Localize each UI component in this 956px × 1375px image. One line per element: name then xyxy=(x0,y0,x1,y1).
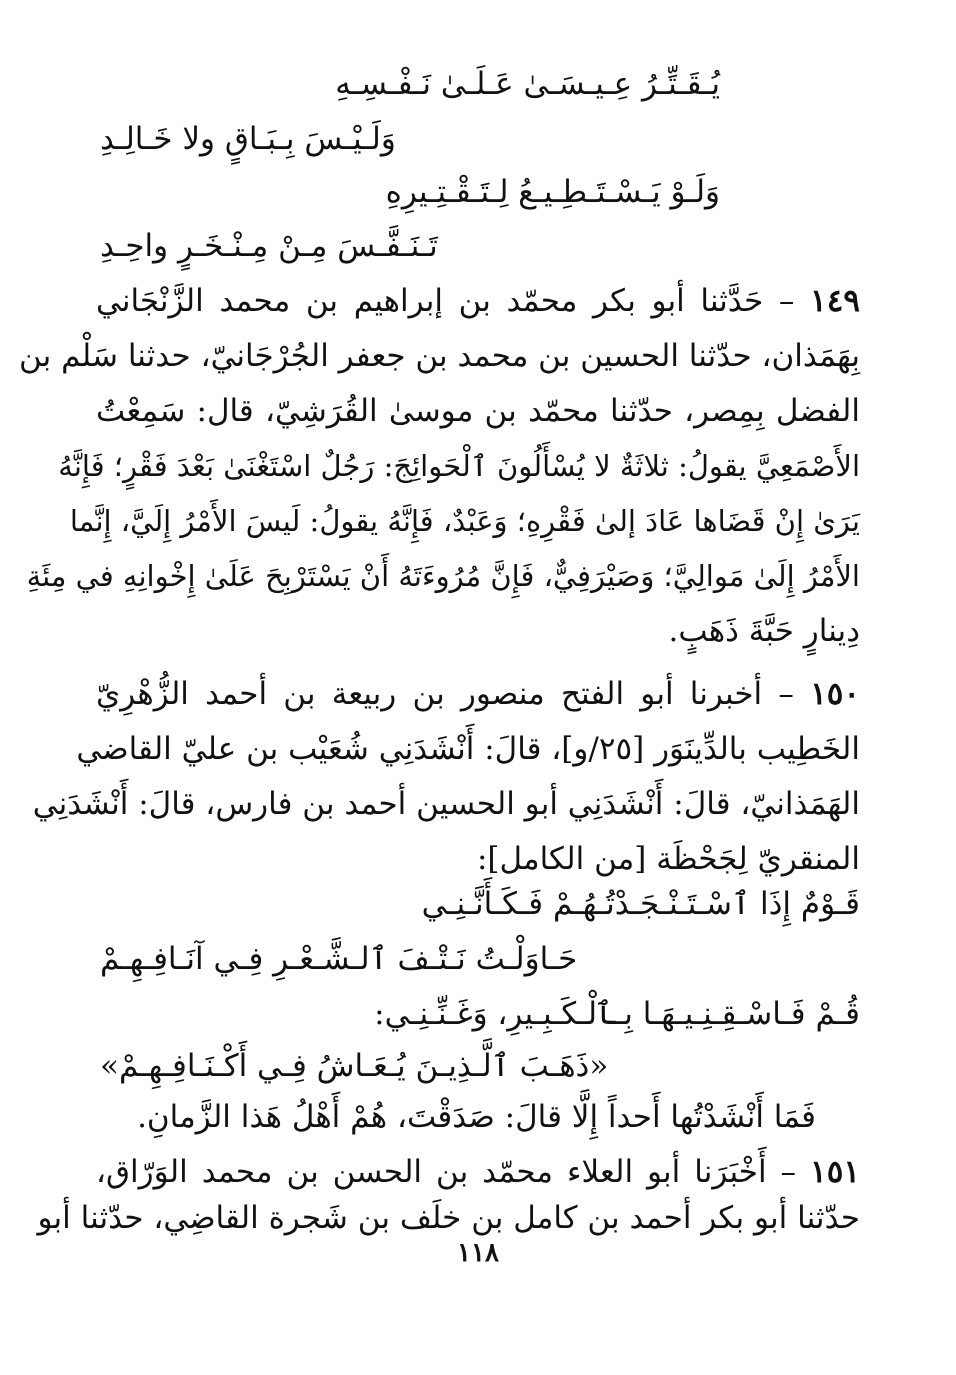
entry-149-line-7: دِينارٍ حَبَّةَ ذَهَبٍ. xyxy=(668,613,860,649)
poem-2-hemistich-1: قَـوْمٌ إِذَا ٱسْـتَـنْـجَـدْتُـهُـمْ فَـكَـأَنَّـنِـي xyxy=(421,886,860,922)
poem-2-hemistich-2: حَـاوَلْـتُ نَـتْـفَ ٱلـشَّـعْـرِ فِـي آنَـافِـهِـمْ xyxy=(100,941,578,977)
poem-1-hemistich-3: وَلَـوْ يَـسْـتَـطِـيـعُ لِـتَـقْـتِـيرِهِ xyxy=(385,174,720,210)
entry-150-line-2: الخَطِيب بالدِّينَوَر [٢٥/و]، قالَ: أَنْشَدَنِي شُعَيْب بن عليّ القاضي xyxy=(76,731,860,767)
poem-2-hemistich-4: «ذَهَـبَ ٱلَّـذِيـنَ يُـعَـاشُ فِـي أَكْـنَـافِـهِـمْ» xyxy=(100,1048,609,1084)
entry-151-text: – أَخْبَرَنا أبو العلاء محمّد بن الحسن بن محمد الوَرّاق، xyxy=(96,1154,797,1190)
entry-149-line-1 xyxy=(96,279,860,323)
entry-150-line-3: الهَمَذانيّ، قالَ: أَنْشَدَنِي أبو الحسين أحمد بن فارس، قالَ: أَنْشَدَنِي xyxy=(32,786,860,822)
entry-149-text: – حَدَّثنا أبو بكر محمّد بن إبراهيم بن محمد الزَّنْجَاني xyxy=(96,283,795,319)
entry-151-line-2: حدّثنا أبو بكر أحمد بن كامل بن خلَف بن شَجرة القاضِي، حدّثنا أبو xyxy=(37,1200,860,1236)
entry-149-line-5: يَرَىٰ إِنْ قَضَاها عَادَ إلىٰ فَقْرِهِ؛ وَعَبْدٌ، فَإِنَّهُ يقولُ: لَيسَ الأَمْرُ إِلَيَّ، إِنَّما xyxy=(69,504,860,538)
post-poem-text: فَمَا أَنْشَدْتُها أَحداً إِلَّا قالَ: صَدَقْتَ، هُمْ أَهْلُ هَذا الزَّمانِ. xyxy=(137,1099,816,1135)
entry-150-text: – أخبرنا أبو الفتح منصور بن ربيعة بن أحمد الزُّهْرِيّ xyxy=(96,676,794,712)
entry-150-line-4: المنقريّ لِجَحْظَة [من الكامل]: xyxy=(476,841,860,877)
entry-151-number: ١٥١ xyxy=(810,1154,860,1190)
entry-150-line-1 xyxy=(96,672,860,716)
entry-149-number: ١٤٩ xyxy=(810,283,860,319)
entry-151-line-1 xyxy=(96,1150,860,1194)
poem-1-hemistich-2: وَلَـيْـسَ بِـبَـاقٍ ولا خَـالِـدِ xyxy=(100,121,396,157)
entry-150-number: ١٥٠ xyxy=(810,676,861,712)
entry-149-line-2: بِهَمَذان، حدّثنا الحسين بن محمد بن جعفر الجُرْجَانيّ، حدثنا سَلْم بن xyxy=(19,338,860,374)
poem-1-hemistich-4: تَـنَـفَّـسَ مِـنْ مِـنْـخَـرٍ واحِـدِ xyxy=(100,228,438,264)
entry-149-line-6: الأَمْرُ إِلَىٰ مَوالِيَّ؛ وَصَيْرَفِيٌّ، فَإِنَّ مُرُوءَتَهُ أَنْ يَسْتَرْبِحَ عَلَىٰ إِخْوانِهِ في مِئَةِ xyxy=(26,559,860,593)
poem-1-hemistich-1: يُـقَـتِّـرُ عِـيـسَـىٰ عَـلَـىٰ نَـفْـسِـهِ xyxy=(335,66,720,102)
entry-149-line-3: الفضل بِمِصر، حدّثنا محمّد بن موسىٰ القُرَشِيّ، قال: سَمِعْتُ xyxy=(96,393,860,429)
poem-2-hemistich-3: قُـمْ فَـاسْـقِـنِـيـهَـا بِـٱلْـكَـبِـيرِ، وَغَـنِّـنِـي: xyxy=(374,996,860,1032)
page-number: ١١٨ xyxy=(457,1238,499,1268)
entry-149-line-4: الأَصْمَعِيَّ يقولُ: ثلاثَةٌ لا يُسْأَلُونَ ٱلْحَوائِجَ: رَجُلٌ اسْتَغْنَىٰ بَعْدَ فَقْرٍ؛ فَإِنَّهُ xyxy=(58,449,860,483)
